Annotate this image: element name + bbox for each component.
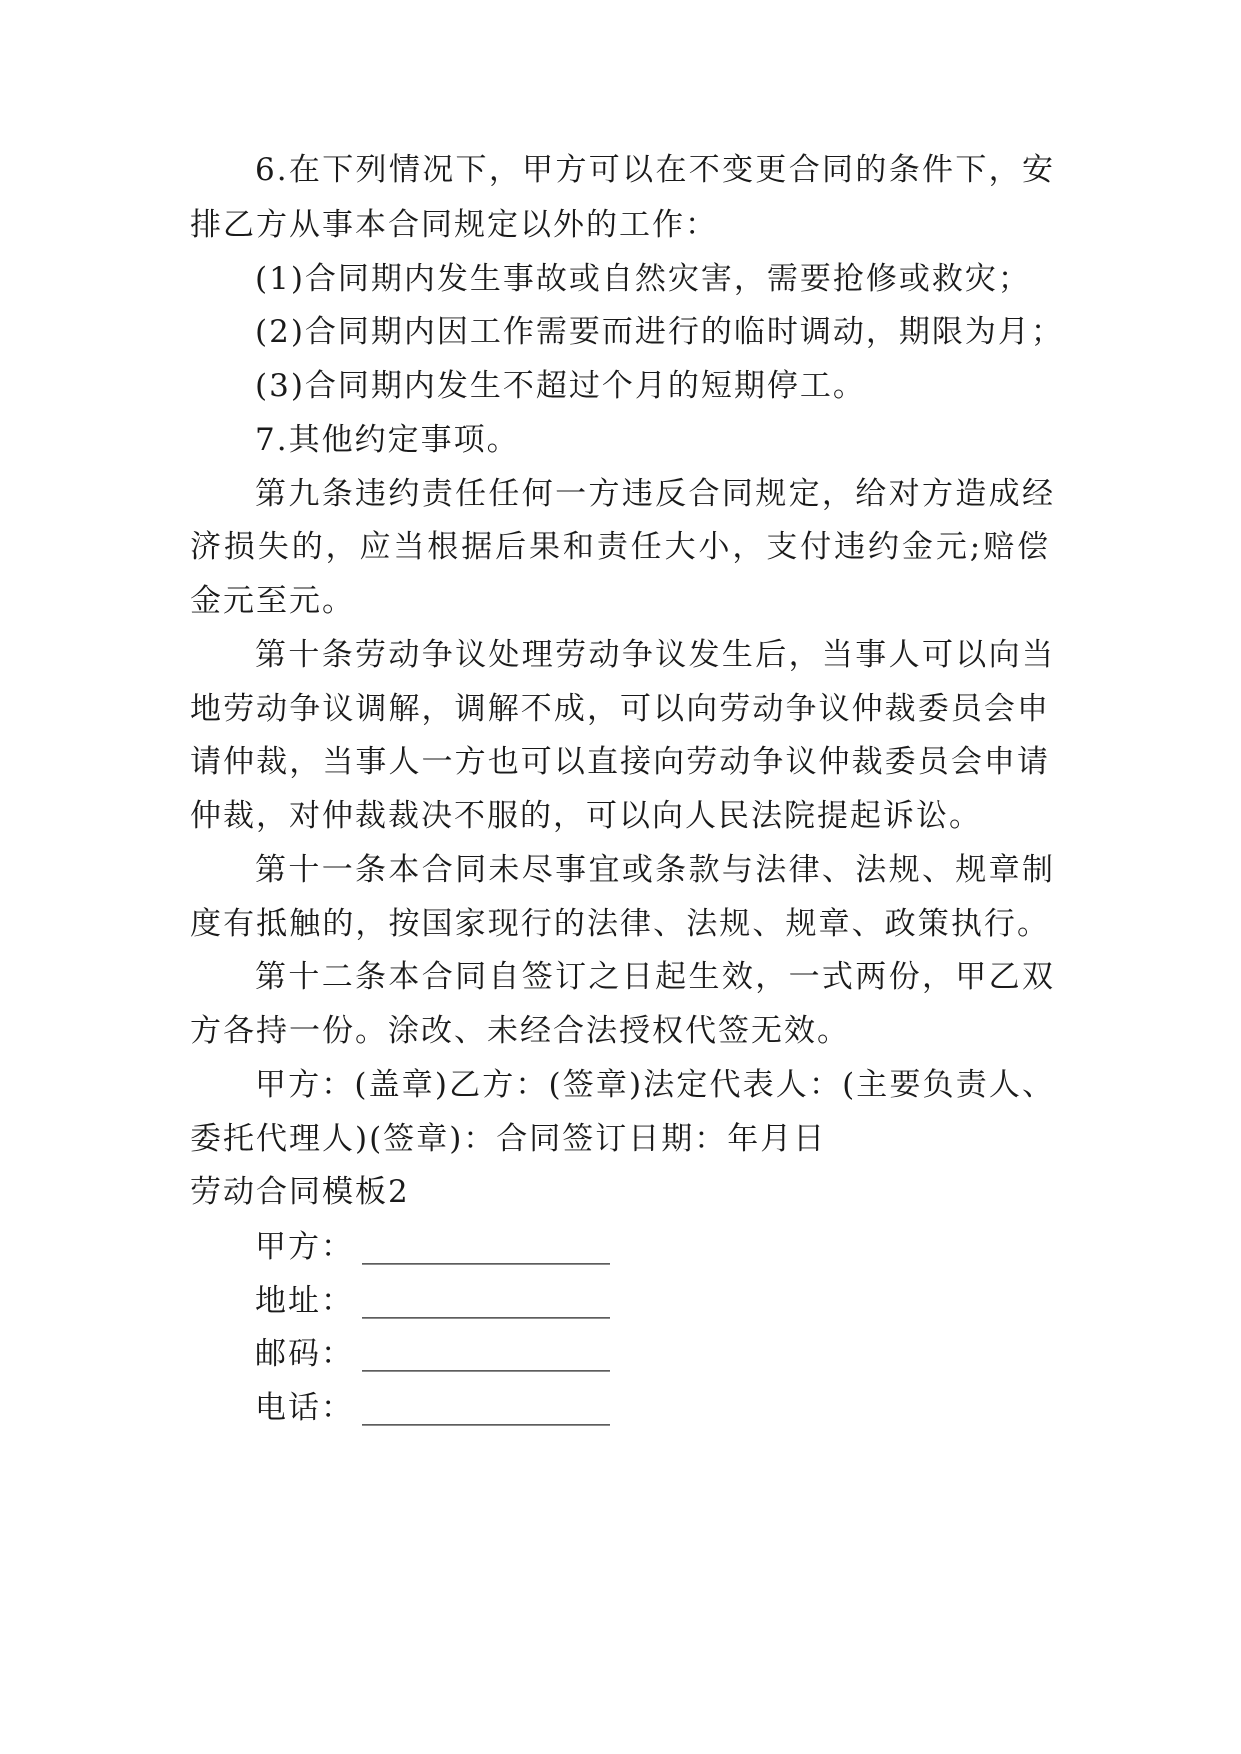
paragraph-line: 第十条劳动争议处理劳动争议发生后，当事人可以向当 bbox=[255, 637, 1055, 673]
paragraph-line: (3)合同期内发生不超过个月的短期停工。 bbox=[255, 368, 866, 404]
form-field-postcode bbox=[255, 1334, 1055, 1374]
field-label: 甲方： bbox=[255, 1229, 354, 1265]
form-field-party-a bbox=[255, 1227, 1055, 1267]
paragraph-line: 第十二条本合同自签订之日起生效，一式两份，甲乙双 bbox=[255, 959, 1055, 995]
section-heading: 劳动合同模板2 bbox=[190, 1174, 410, 1210]
paragraph-line: 甲方：(盖章)乙方：(签章)法定代表人：(主要负责人、 bbox=[255, 1067, 1055, 1103]
paragraph-line: 度有抵触的，按国家现行的法律、法规、规章、政策执行。 bbox=[190, 906, 1050, 942]
form-field-address bbox=[255, 1281, 1055, 1321]
fill-in-blank: ________________ bbox=[362, 1283, 610, 1319]
paragraph-line: 地劳动争议调解，调解不成，可以向劳动争议仲裁委员会申 bbox=[190, 691, 1050, 727]
paragraph-line: 6.在下列情况下，甲方可以在不变更合同的条件下，安 bbox=[255, 152, 1055, 188]
paragraph-line: (1)合同期内发生事故或自然灾害，需要抢修或救灾； bbox=[255, 261, 1031, 297]
fill-in-blank: ________________ bbox=[362, 1229, 610, 1265]
paragraph-line: (2)合同期内因工作需要而进行的临时调动，期限为月； bbox=[255, 314, 1064, 350]
fill-in-blank: ________________ bbox=[362, 1336, 610, 1372]
paragraph-line: 仲裁，对仲裁裁决不服的，可以向人民法院提起诉讼。 bbox=[190, 798, 982, 834]
paragraph-line: 金元至元。 bbox=[190, 583, 355, 619]
field-label: 邮码： bbox=[255, 1336, 354, 1372]
paragraph-line: 第九条违约责任任何一方违反合同规定，给对方造成经 bbox=[255, 476, 1055, 512]
paragraph-line: 第十一条本合同未尽事宜或条款与法律、法规、规章制 bbox=[255, 852, 1055, 888]
paragraph-line: 委托代理人)(签章)：合同签订日期：年月日 bbox=[190, 1121, 827, 1157]
paragraph-line: 方各持一份。涂改、未经合法授权代签无效。 bbox=[190, 1013, 850, 1049]
paragraph-line: 请仲裁，当事人一方也可以直接向劳动争议仲裁委员会申请 bbox=[190, 744, 1050, 780]
paragraph-line: 排乙方从事本合同规定以外的工作： bbox=[190, 207, 718, 243]
fill-in-blank: ________________ bbox=[362, 1390, 610, 1426]
field-label: 地址： bbox=[255, 1283, 354, 1319]
paragraph-line: 7.其他约定事项。 bbox=[255, 422, 520, 458]
paragraph-line: 济损失的，应当根据后果和责任大小，支付违约金元;赔偿 bbox=[190, 529, 1050, 565]
form-field-phone bbox=[255, 1388, 1055, 1428]
field-label: 电话： bbox=[255, 1390, 354, 1426]
